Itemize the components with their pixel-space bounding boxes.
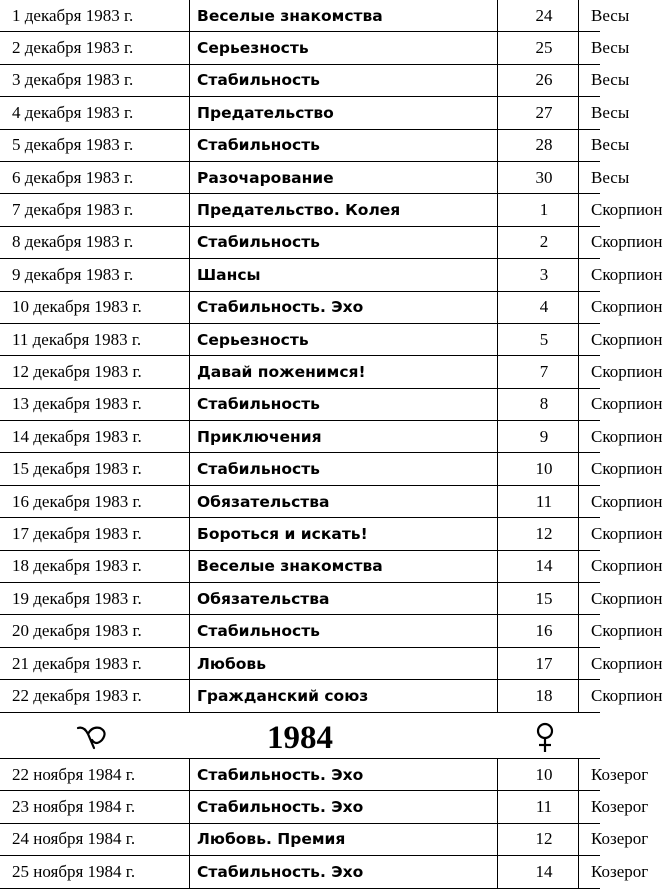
- zodiac-sign-cell: Весы: [579, 0, 601, 32]
- date-cell: 17 декабря 1983 г.: [0, 518, 190, 550]
- date-cell: 18 декабря 1983 г.: [0, 550, 190, 582]
- year-label: 1984: [267, 720, 333, 756]
- zodiac-sign-cell: Весы: [579, 32, 601, 64]
- date-cell: 9 декабря 1983 г.: [0, 259, 190, 291]
- number-cell: 25: [498, 32, 579, 64]
- table-row: [0, 856, 600, 888]
- number-cell: 9: [498, 421, 579, 453]
- number-cell: 14: [498, 856, 579, 888]
- number-cell: 28: [498, 129, 579, 161]
- number-cell: 16: [498, 615, 579, 647]
- title-cell: Гражданский союз: [190, 680, 498, 712]
- zodiac-sign-cell: Козерог: [579, 823, 601, 855]
- date-cell: 6 декабря 1983 г.: [0, 161, 190, 193]
- date-cell: 10 декабря 1983 г.: [0, 291, 190, 323]
- number-cell: 12: [498, 518, 579, 550]
- zodiac-sign-cell: Скорпион: [579, 291, 601, 323]
- title-cell: Серьезность: [190, 323, 498, 355]
- number-cell: 1: [498, 194, 579, 226]
- date-cell: 21 декабря 1983 г.: [0, 647, 190, 679]
- date-cell: 13 декабря 1983 г.: [0, 388, 190, 420]
- table-row: [0, 0, 600, 32]
- table-row: [0, 226, 600, 258]
- table-row: [0, 791, 600, 823]
- zodiac-sign-cell: Скорпион: [579, 259, 601, 291]
- zodiac-sign-cell: Скорпион: [579, 485, 601, 517]
- table-row: [0, 550, 600, 582]
- zodiac-sign-cell: Скорпион: [579, 226, 601, 258]
- table-row: [0, 583, 600, 615]
- title-cell: Стабильность. Эхо: [190, 291, 498, 323]
- zodiac-sign-cell: Скорпион: [579, 388, 601, 420]
- number-cell: 4: [498, 291, 579, 323]
- title-cell: Любовь: [190, 647, 498, 679]
- number-cell: 10: [498, 759, 579, 791]
- date-cell: 24 ноября 1984 г.: [0, 823, 190, 855]
- zodiac-sign-cell: Скорпион: [579, 647, 601, 679]
- table-row: [0, 759, 600, 791]
- title-cell: Стабильность: [190, 388, 498, 420]
- date-cell: 5 декабря 1983 г.: [0, 129, 190, 161]
- date-cell: 16 декабря 1983 г.: [0, 485, 190, 517]
- date-cell: 3 декабря 1983 г.: [0, 64, 190, 96]
- table-row: [0, 194, 600, 226]
- zodiac-sign-cell: Козерог: [579, 856, 601, 888]
- date-cell: 7 декабря 1983 г.: [0, 194, 190, 226]
- title-cell: Шансы: [190, 259, 498, 291]
- number-cell: 11: [498, 791, 579, 823]
- date-cell: 19 декабря 1983 г.: [0, 583, 190, 615]
- title-cell: Стабильность: [190, 129, 498, 161]
- title-cell: Обязательства: [190, 485, 498, 517]
- date-cell: 15 декабря 1983 г.: [0, 453, 190, 485]
- number-cell: 26: [498, 64, 579, 96]
- zodiac-sign-cell: Весы: [579, 161, 601, 193]
- number-cell: 7: [498, 356, 579, 388]
- title-cell: Веселые знакомства: [190, 0, 498, 32]
- title-cell: Бороться и искать!: [190, 518, 498, 550]
- table-row: [0, 356, 600, 388]
- table-row: [0, 129, 600, 161]
- title-cell: Стабильность: [190, 226, 498, 258]
- zodiac-sign-cell: Скорпион: [579, 356, 601, 388]
- title-cell: Серьезность: [190, 32, 498, 64]
- title-cell: Стабильность: [190, 64, 498, 96]
- zodiac-sign-cell: Весы: [579, 97, 601, 129]
- title-cell: Стабильность. Эхо: [190, 759, 498, 791]
- number-cell: 18: [498, 680, 579, 712]
- venus-icon: [535, 722, 555, 754]
- date-cell: 25 ноября 1984 г.: [0, 856, 190, 888]
- table-row: [0, 680, 600, 712]
- date-cell: 20 декабря 1983 г.: [0, 615, 190, 647]
- zodiac-sign-cell: Скорпион: [579, 550, 601, 582]
- number-cell: 11: [498, 485, 579, 517]
- number-cell: 5: [498, 323, 579, 355]
- title-cell: Стабильность: [190, 615, 498, 647]
- zodiac-sign-cell: Весы: [579, 129, 601, 161]
- zodiac-sign-cell: Скорпион: [579, 518, 601, 550]
- zodiac-sign-cell: Скорпион: [579, 583, 601, 615]
- number-cell: 24: [498, 0, 579, 32]
- title-cell: Обязательства: [190, 583, 498, 615]
- table-row: [0, 485, 600, 517]
- zodiac-sign-cell: Скорпион: [579, 615, 601, 647]
- table-row: [0, 64, 600, 96]
- zodiac-sign-cell: Козерог: [579, 759, 601, 791]
- number-cell: 17: [498, 647, 579, 679]
- number-cell: 3: [498, 259, 579, 291]
- zodiac-sign-cell: Козерог: [579, 791, 601, 823]
- zodiac-sign-cell: Скорпион: [579, 680, 601, 712]
- table-row: [0, 388, 600, 420]
- date-cell: 22 декабря 1983 г.: [0, 680, 190, 712]
- table-row: [0, 259, 600, 291]
- date-cell: 23 ноября 1984 г.: [0, 791, 190, 823]
- title-cell: Давай поженимся!: [190, 356, 498, 388]
- table-row: [0, 823, 600, 855]
- title-cell: Стабильность. Эхо: [190, 856, 498, 888]
- table-row: [0, 323, 600, 355]
- number-cell: 30: [498, 161, 579, 193]
- zodiac-sign-cell: Скорпион: [579, 323, 601, 355]
- title-cell: Приключения: [190, 421, 498, 453]
- number-cell: 15: [498, 583, 579, 615]
- title-cell: Веселые знакомства: [190, 550, 498, 582]
- table-row: [0, 615, 600, 647]
- number-cell: 14: [498, 550, 579, 582]
- calendar-table-1984: [0, 758, 649, 889]
- table-row: [0, 32, 600, 64]
- date-cell: 14 декабря 1983 г.: [0, 421, 190, 453]
- date-cell: 22 ноября 1984 г.: [0, 759, 190, 791]
- date-cell: 4 декабря 1983 г.: [0, 97, 190, 129]
- table-row: [0, 421, 600, 453]
- table-row: [0, 161, 600, 193]
- date-cell: 12 декабря 1983 г.: [0, 356, 190, 388]
- zodiac-sign-cell: Скорпион: [579, 194, 601, 226]
- date-cell: 1 декабря 1983 г.: [0, 0, 190, 32]
- zodiac-sign-cell: Скорпион: [579, 453, 601, 485]
- table-row: [0, 647, 600, 679]
- table-row: [0, 97, 600, 129]
- zodiac-sign-cell: Весы: [579, 64, 601, 96]
- title-cell: Стабильность. Эхо: [190, 791, 498, 823]
- year-header: [0, 718, 600, 758]
- title-cell: Стабильность: [190, 453, 498, 485]
- table-row: [0, 291, 600, 323]
- number-cell: 2: [498, 226, 579, 258]
- date-cell: 8 декабря 1983 г.: [0, 226, 190, 258]
- number-cell: 12: [498, 823, 579, 855]
- table-row: [0, 518, 600, 550]
- date-cell: 2 декабря 1983 г.: [0, 32, 190, 64]
- title-cell: Предательство: [190, 97, 498, 129]
- number-cell: 27: [498, 97, 579, 129]
- number-cell: 10: [498, 453, 579, 485]
- date-cell: 11 декабря 1983 г.: [0, 323, 190, 355]
- title-cell: Разочарование: [190, 161, 498, 193]
- zodiac-sign-cell: Скорпион: [579, 421, 601, 453]
- number-cell: 8: [498, 388, 579, 420]
- title-cell: Предательство. Колея: [190, 194, 498, 226]
- table-row: [0, 453, 600, 485]
- title-cell: Любовь. Премия: [190, 823, 498, 855]
